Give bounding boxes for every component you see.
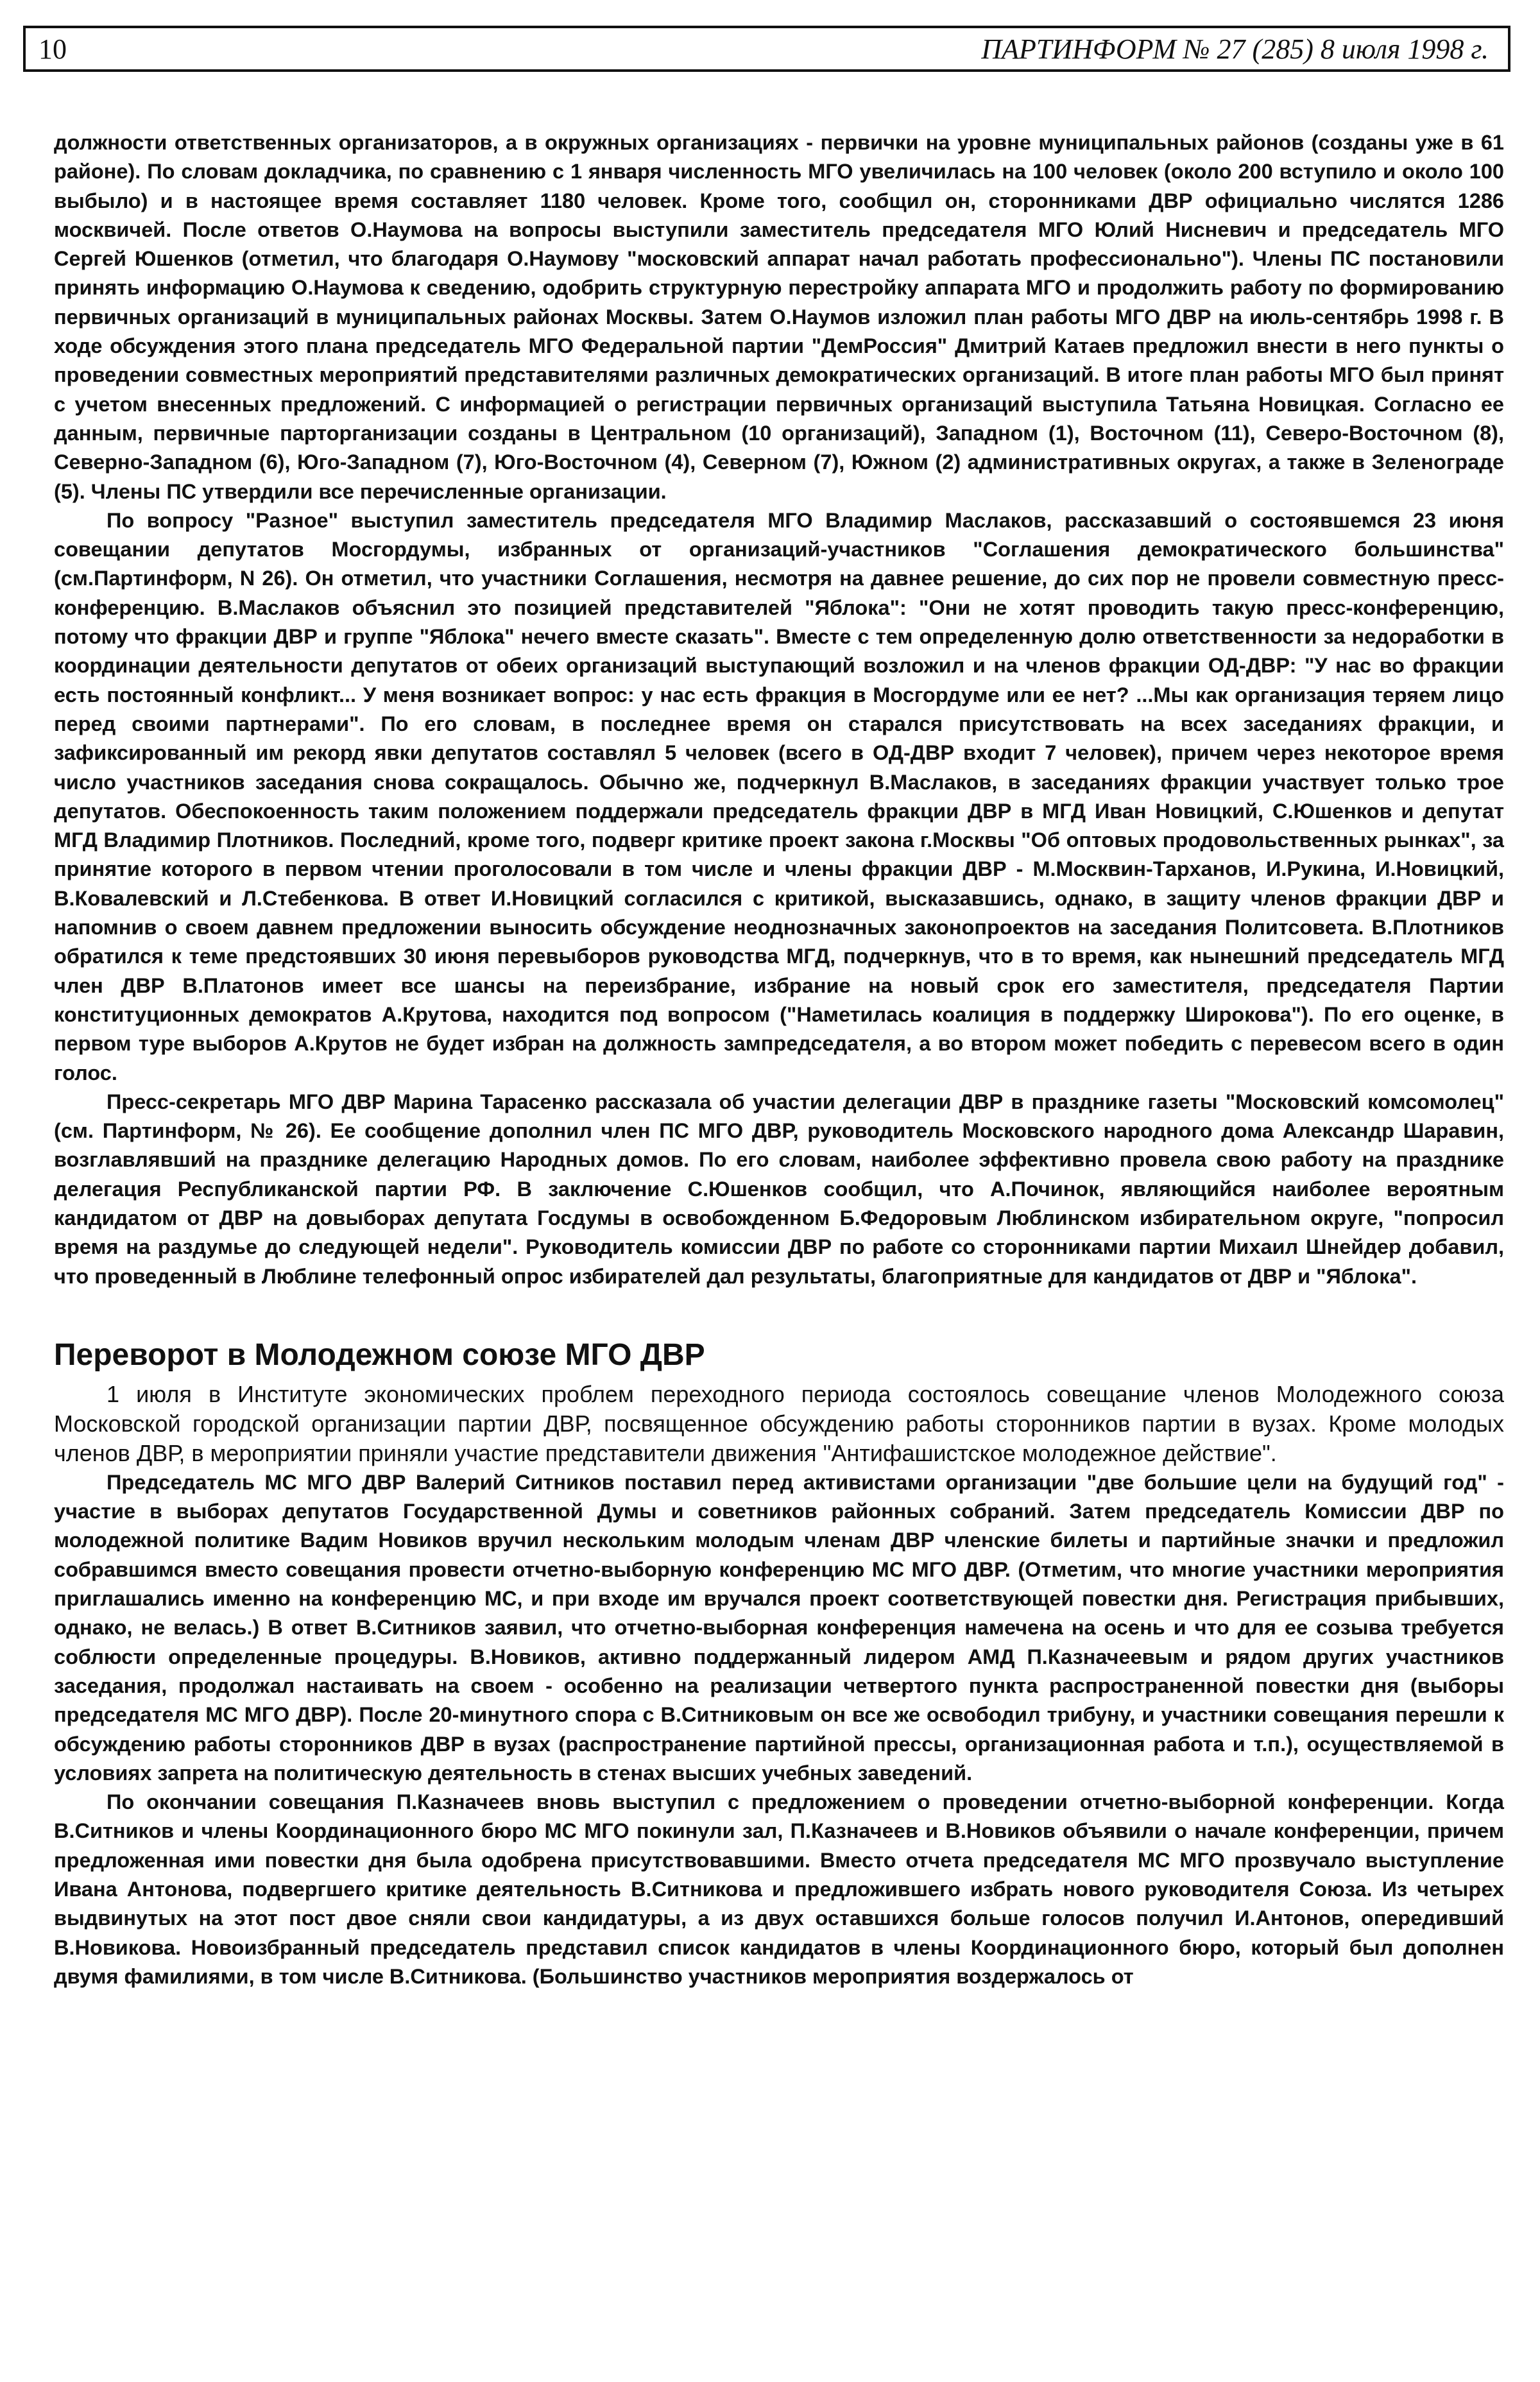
article1-paragraph-2: По вопросу "Разное" выступил заместитель председателя МГО Владимир Маслаков, рассказавший о состоявшемся 23 июня совещании депутатов Мосгордумы, избранных от организаций-участников "Соглашения демократического большинства" (см.Партинформ, N 26). Он отметил, что участники Соглашения, несмотря на давнее решение, до сих пор не провели совместную пресс-конференцию. В.Маслаков объяснил это позицией представителей "Яблока": "Они не хотят проводить такую пресс-конференцию, потому что фракции ДВР и группе "Яблока" нечего вместе сказать". Вместе с тем определенную долю ответственности за недоработки в координации деятельности депутатов от обеих организаций выступающий возложил и на членов фракции ОД-ДВР: "У нас во фракции есть постоянный конфликт... У меня возникает вопрос: у нас есть фракция в Мосгордуме или ее нет? ...Мы как организация теряем лицо перед своими партнерами". По его словам, в последнее время он старался присутствовать на всех заседаниях фракции, и зафиксированный им рекорд явки депутатов составлял 5 человек (всего в ОД-ДВР входит 7 человек), причем через некоторое время число участников заседания снова сокращалось. Обычно же, подчеркнул В.Маслаков, в заседаниях фракции участвует только трое депутатов. Обеспокоенность таким положением поддержали председатель фракции ДВР в МГД Иван Новицкий, С.Юшенков и депутат МГД Владимир Плотников. Последний, кроме того, подверг критике проект закона г.Москвы "Об оптовых продовольственных рынках", за принятие которого в первом чтении проголосовали в том числе и члены фракции ДВР - М.Москвин-Тарханов, И.Рукина, И.Новицкий, В.Ковалевский и Л.Стебенкова. В ответ И.Новицкий согласился с критикой, высказавшись, однако, в защиту членов фракции ДВР и напомнив о своем давнем предложении выносить обсуждение неоднозначных законопроектов на заседания Политсовета. В.Плотников обратился к теме предстоявших 30 июня перевыборов руководства МГД, подчеркнув, что в то время, как нынешний председатель МГД член ДВР В.Платонов имеет все шансы на переизбрание, избрание на новый срок его заместителя, председателя Партии конституционных демократов А.Крутова, находится под вопросом ("Наметилась коалиция в поддержку Широкова"). По его оценке, в первом туре выборов А.Крутов не будет избран на должность зампредседателя, а во втором может победить с перевесом всего в один голос. bbox=[54, 508, 1504, 1084]
article1-paragraph-1: должности ответственных организаторов, а в окружных организациях - первички на уровне муниципальных районов (созданы уже в 61 районе). По словам докладчика, по сравнению с 1 января численность МГО увеличилась на 100 человек (около 200 вступило и около 100 выбыло) и в настоящее время составляет 1180 человек. Кроме того, сообщил он, сторонниками ДВР официально числятся 1286 москвичей. После ответов О.Наумова на вопросы выступили заместитель председателя МГО Юлий Нисневич и председатель МГО Сергей Юшенков (отметил, что благодаря О.Наумову "московский аппарат начал работать профессионально"). Члены ПС постановили принять информацию О.Наумова к сведению, одобрить структурную перестройку аппарата МГО и продолжить работу по формированию первичных организаций в муниципальных районах Москвы. Затем О.Наумов изложил план работы МГО ДВР на июль-сентябрь 1998 г. В ходе обсуждения этого плана председатель МГО Федеральной партии "ДемРоссия" Дмитрий Катаев предложил внести в него пункты о проведении совместных мероприятий представителями различных демократических организаций. В итоге план работы МГО был принят с учетом внесенных предложений. С информацией о регистрации первичных организаций выступила Татьяна Новицкая. Согласно ее данным, первичные парторганизации созданы в Центральном (10 организаций), Западном (1), Восточном (11), Северо-Восточном (8), Северно-Западном (6), Юго-Западном (7), Юго-Восточном (4), Северном (7), Южном (2) административных округах, а также в Зеленограде (5). Члены ПС утвердили все перечисленные организации. bbox=[54, 131, 1504, 503]
article2-paragraph-2: По окончании совещания П.Казначеев вновь выступил с предложением о проведении отчетно-выборной конференции. Когда В.Ситников и члены Координационного бюро МС МГО покинули зал, П.Казначеев и В.Новиков объявили о начале конференции, причем предложенная ими повестки дня была одобрена присутствовавшими. Вместо отчета председателя МС МГО прозвучало выступление Ивана Антонова, подвергшего критике деятельность В.Ситникова и предложившего избрать нового руководителя Союза. Из четырех выдвинутых на этот пост двое сняли свои кандидатуры, а из двух оставшихся больше голосов получил И.Антонов, опередивший В.Новикова. Новоизбранный председатель представил список кандидатов в члены Координационного бюро, который был дополнен двумя фамилиями, в том числе В.Ситникова. (Большинство участников мероприятия воздержалось от bbox=[54, 1790, 1504, 1988]
article2-lead: 1 июля в Институте экономических проблем переходного периода состоялось совещание членов Молодежного союза Московской городской организации партии ДВР, посвященное обсуждению работы сторонников партии в вузах. Кроме молодых членов ДВР, в мероприятии приняли участие представители движения "Антифашистское молодежное действие". bbox=[54, 1380, 1504, 1466]
article2-paragraph-1: Председатель МС МГО ДВР Валерий Ситников поставил перед активистами организации "две большие цели на будущий год" - участие в выборах депутатов Государственной Думы и советников районных собраний. Затем председатель Комиссии ДВР по молодежной политике Вадим Новиков вручил нескольким молодым членам ДВР членские билеты и партийные значки и предложил собравшимся вместо совещания провести отчетно-выборную конференцию МС МГО ДВР. (Отметим, что многие участники мероприятия приглашались именно на конференцию МС, и при входе им вручался проект соответствующей повестки дня. Регистрация прибывших, однако, не велась.) В ответ В.Ситников заявил, что отчетно-выборная конференция намечена на осень и что для ее созыва требуется соблюсти определенные процедуры. В.Новиков, активно поддержанный лидером АМД П.Казначеевым и рядом других участников заседания, продолжал настаивать на своем - особенно на реализации четвертого пункта распространенной повестки дня (выборы председателя МС МГО ДВР). После 20-минутного спора с В.Ситниковым он все же освободил трибуну, и участники совещания перешли к обсуждению работы сторонников ДВР в вузах (распространение партийной прессы, организационная работа и т.п.), осуществляемой в условиях запрета на политическую деятельность в стенах высших учебных заведений. bbox=[54, 1470, 1504, 1785]
page-header bbox=[23, 26, 1510, 72]
article1-paragraph-3: Пресс-секретарь МГО ДВР Марина Тарасенко рассказала об участии делегации ДВР в празднике газеты "Московский комсомолец" (см. Партинформ, № 26). Ее сообщение дополнил член ПС МГО ДВР, руководитель Московского народного дома Александр Шаравин, возглавлявший на празднике делегацию Народных домов. По его словам, наиболее эффективно провела свою работу на празднике делегация Республиканской партии РФ. В заключение С.Юшенков сообщил, что А.Починок, являющийся наиболее вероятным кандидатом от ДВР на довыборах депутата Госдумы в освобожденном Б.Федоровым Люблинском избирательном округе, "попросил время на раздумье до следующей недели". Руководитель комиссии ДВР по работе со сторонниками партии Михаил Шнейдер добавил, что проведенный в Люблине телефонный опрос избирателей дал результаты, благоприятные для кандидатов от ДВР и "Яблока". bbox=[54, 1090, 1504, 1288]
page-number: 10 bbox=[38, 33, 67, 65]
article2-title: Переворот в Молодежном союзе МГО ДВР bbox=[54, 1337, 705, 1372]
issue-title: ПАРТИНФОРМ № 27 (285) 8 июля 1998 г. bbox=[981, 33, 1489, 65]
article-body bbox=[54, 128, 1504, 1991]
